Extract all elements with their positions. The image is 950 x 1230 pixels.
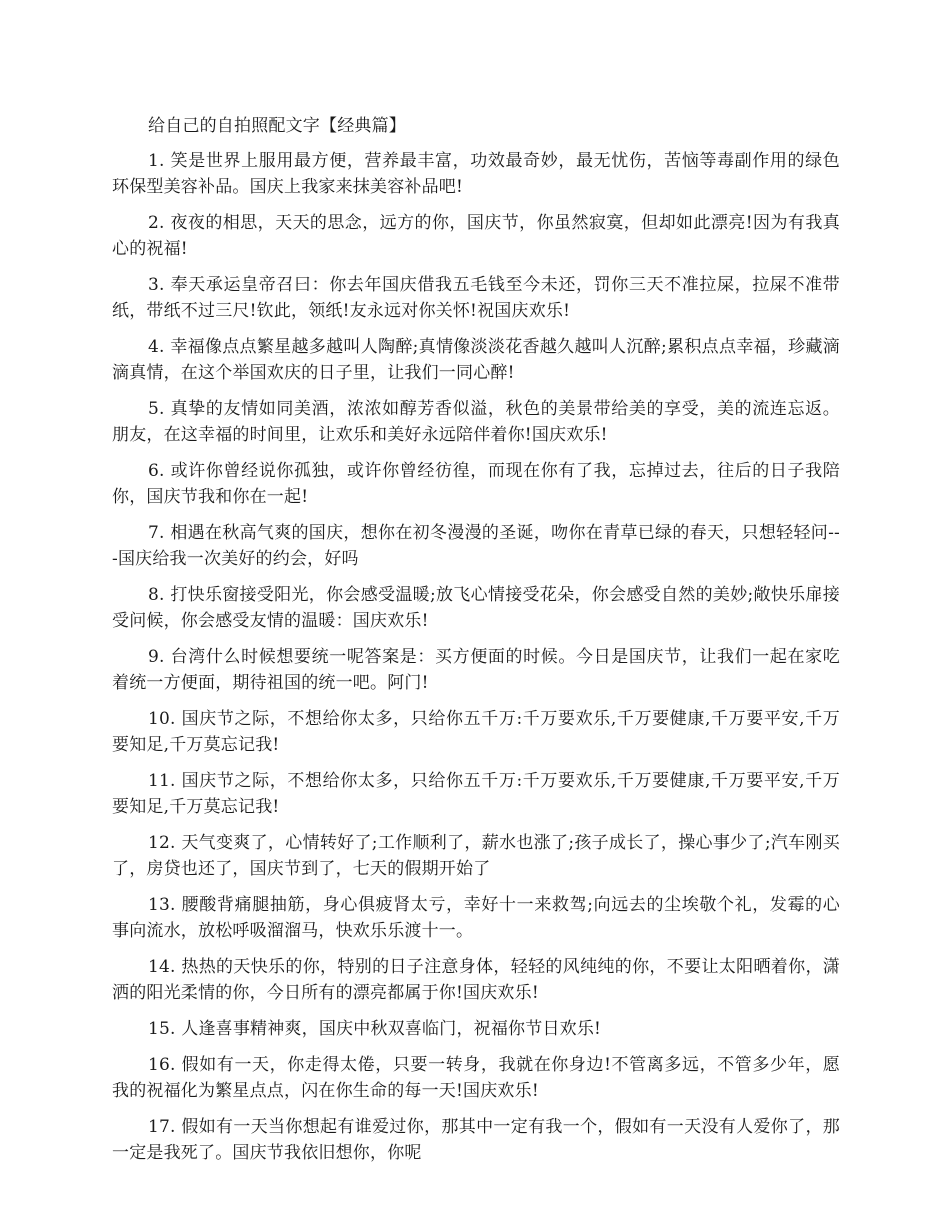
document-page [112,112,840,1176]
document-title: 给自己的自拍照配文字【经典篇】 [148,116,406,136]
paragraph: 4. 幸福像点点繁星越多越叫人陶醉;真情像淡淡花香越久越叫人沉醉;累积点点幸福，珍藏滴滴真情，在这个举国欢庆的日子里，让我们一同心醉! [112,337,840,383]
paragraph: 6. 或许你曾经说你孤独，或许你曾经彷徨，而现在你有了我，忘掉过去，往后的日子我陪你，国庆节我和你在一起! [112,461,840,507]
paragraph: 10. 国庆节之际，不想给你太多，只给你五千万:千万要欢乐,千万要健康,千万要平安,千万要知足,千万莫忘记我! [112,709,840,755]
paragraph: 9. 台湾什么时候想要统一呢答案是：买方便面的时候。今日是国庆节，让我们一起在家吃着统一方便面，期待祖国的统一吧。阿门! [112,647,840,693]
paragraph: 7. 相遇在秋高气爽的国庆，想你在初冬漫漫的圣诞，吻你在青草已绿的春天，只想轻轻问---国庆给我一次美好的约会，好吗 [112,523,840,569]
paragraph: 12. 天气变爽了，心情转好了;工作顺利了，薪水也涨了;孩子成长了，操心事少了;汽车刚买了，房贷也还了，国庆节到了，七天的假期开始了 [112,833,840,879]
paragraph: 14. 热热的天快乐的你，特别的日子注意身体，轻轻的风纯纯的你，不要让太阳晒着你，潇洒的阳光柔情的你，今日所有的漂亮都属于你!国庆欢乐! [112,957,840,1003]
paragraph: 5. 真挚的友情如同美酒，浓浓如醇芳香似溢，秋色的美景带给美的享受，美的流连忘返。朋友，在这幸福的时间里，让欢乐和美好永远陪伴着你!国庆欢乐! [112,399,840,445]
paragraph: 16. 假如有一天，你走得太倦，只要一转身，我就在你身边!不管离多远，不管多少年，愿我的祝福化为繁星点点，闪在你生命的每一天!国庆欢乐! [112,1055,840,1101]
paragraph: 3. 奉天承运皇帝召曰：你去年国庆借我五毛钱至今未还，罚你三天不准拉屎，拉屎不准带纸，带纸不过三尺!钦此，领纸!友永远对你关怀!祝国庆欢乐! [112,275,840,321]
paragraph: 15. 人逢喜事精神爽，国庆中秋双喜临门，祝福你节日欢乐! [148,1019,602,1039]
paragraph: 13. 腰酸背痛腿抽筋，身心俱疲肾太亏，幸好十一来救驾;向远去的尘埃敬个礼，发霉的心事向流水，放松呼吸溜溜马，快欢乐乐渡十一。 [112,895,840,941]
paragraph: 2. 夜夜的相思，天天的思念，远方的你，国庆节，你虽然寂寞，但却如此漂亮!因为有我真心的祝福! [112,213,840,259]
paragraph: 1. 笑是世界上服用最方便，营养最丰富，功效最奇妙，最无忧伤，苦恼等毒副作用的绿色环保型美容补品。国庆上我家来抹美容补品吧! [112,151,840,197]
paragraph: 17. 假如有一天当你想起有谁爱过你，那其中一定有我一个，假如有一天没有人爱你了，那一定是我死了。国庆节我依旧想你，你呢 [112,1117,840,1163]
paragraph-list [112,148,840,1166]
paragraph: 8. 打快乐窗接受阳光，你会感受温暖;放飞心情接受花朵，你会感受自然的美妙;敞快乐扉接受问候，你会感受友情的温暖：国庆欢乐! [112,585,840,631]
paragraph: 11. 国庆节之际，不想给你太多，只给你五千万:千万要欢乐,千万要健康,千万要平安,千万要知足,千万莫忘记我! [112,771,840,817]
